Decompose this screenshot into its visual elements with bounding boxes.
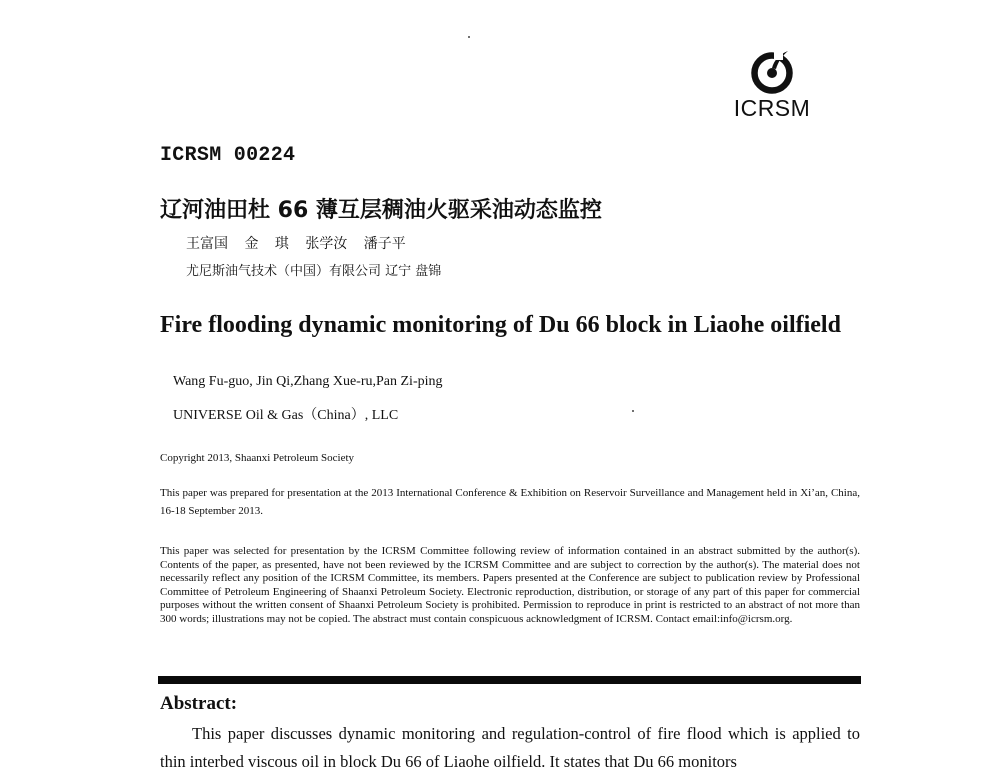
- chinese-title: 辽河油田杜 66 薄互层稠油火驱采油动态监控: [160, 198, 602, 223]
- scan-speck: [632, 410, 634, 412]
- abstract-body: This paper discusses dynamic monitoring and regulation-control of fire flood which is applied to thin interbed viscous oil in block Du 66 of Liaohe oilfield. It states that Du 66 monitors: [160, 724, 860, 771]
- icrsm-swirl-logo-icon: [748, 48, 796, 94]
- scan-speck: [468, 36, 470, 38]
- logo-text: ICRSM: [733, 95, 811, 121]
- chinese-authors: 王富国 金 琪 张学汝 潘子平: [186, 236, 406, 252]
- chinese-affiliation: 尤尼斯油气技术（中国）有限公司 辽宁 盘锦: [186, 264, 442, 279]
- committee-notice: This paper was selected for presentation by the ICRSM Committee following review of information contained in an abstract submitted by the author(s). Contents of the paper, as presented, have not been reviewed by the ICRSM Committee and are subject to correction by the author(s). The material does not necessarily reflect any position of the ICRSM Committee, its members. Papers presented at the Conference are subject to publication review by Professional Committee of Petroleum Engineering of Shaanxi Petroleum Society. Electronic reproduction, distribution, or storage of any part of this paper for commercial purposes without the written consent of Shaanxi Petroleum Society is prohibited. Permission to reproduce in print is restricted to an abstract of not more than 300 words; illustrations may not be copied. The abstract must contain conspicuous acknowledgment of ICRSM. Contact email:info@icrsm.org.: [160, 545, 860, 625]
- paper-id: ICRSM 00224: [160, 144, 296, 167]
- english-authors: Wang Fu-guo, Jin Qi,Zhang Xue-ru,Pan Zi-ping: [173, 374, 443, 389]
- english-title: Fire flooding dynamic monitoring of Du 66 block in Liaohe oilfield: [160, 312, 841, 338]
- divider-rule: [158, 676, 861, 684]
- english-affiliation: UNIVERSE Oil & Gas（China）, LLC: [173, 408, 399, 423]
- copyright-line: Copyright 2013, Shaanxi Petroleum Society: [160, 452, 355, 464]
- abstract-heading: Abstract:: [160, 693, 238, 714]
- prepared-statement: This paper was prepared for presentation at the 2013 International Conference & Exhibition on Reservoir Surveillance and Management held in Xi’an, China, 16-18 September 2013.: [160, 487, 860, 517]
- icrsm-logo: [722, 48, 822, 121]
